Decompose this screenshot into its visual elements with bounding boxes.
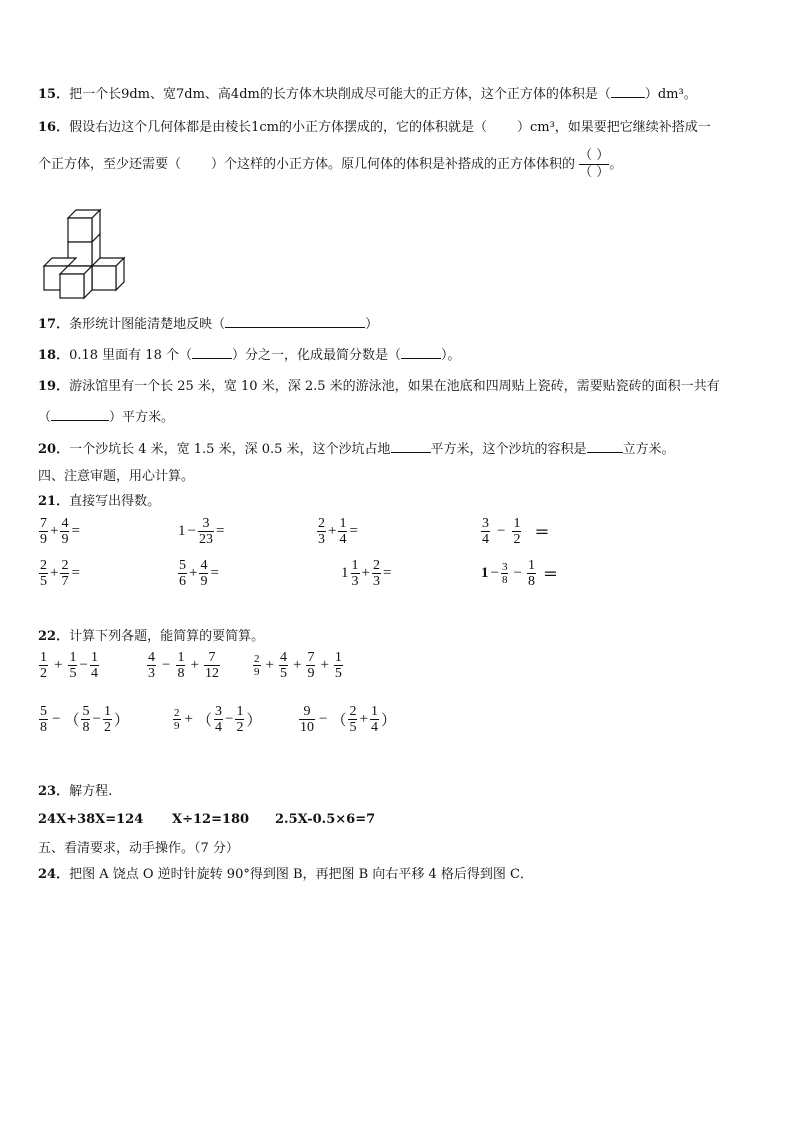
calc-item [38, 558, 81, 589]
equals-sign: = [215, 523, 225, 539]
fraction [501, 561, 509, 586]
calc-item [298, 704, 397, 735]
denominator: 8 [177, 666, 185, 681]
denominator: 6 [179, 574, 186, 589]
operator: + [184, 711, 193, 727]
fraction [214, 704, 223, 735]
fraction [338, 516, 347, 547]
equation-3: 2.5X-0.5×6=7 [275, 812, 376, 827]
calc-item [177, 516, 225, 547]
question-24 [38, 863, 533, 882]
question-number: 21． [38, 494, 70, 509]
question-text: 平方米，这个沙坑的容积是 [430, 442, 587, 457]
denominator: 8 [40, 720, 47, 735]
fraction [351, 558, 360, 589]
operator: + [292, 657, 302, 673]
equals-sign: = [349, 523, 358, 539]
operator: + [50, 523, 59, 539]
denominator: 3 [372, 574, 380, 589]
operator: − [490, 565, 499, 581]
calc-item [340, 558, 392, 589]
section-5-heading: 五、看清要求，动手操作。（7 分） [38, 841, 239, 856]
question-text: 一个沙坑长 4 米，宽 1.5 米，深 0.5 米，这个沙坑占地 [69, 442, 391, 457]
denominator: 2 [103, 720, 111, 735]
denominator: 9 [307, 666, 315, 681]
paren-open: （ [331, 713, 347, 729]
numerator: 1 [69, 650, 77, 665]
denominator: 9 [40, 532, 47, 547]
fraction [198, 516, 214, 547]
question-number: 18． [38, 348, 70, 363]
calc-item [252, 650, 344, 681]
question-22-title [38, 625, 264, 644]
question-text: 解方程. [69, 784, 113, 799]
operator: − [162, 657, 171, 673]
question-text-end: ）。 [441, 348, 461, 363]
operator: + [320, 657, 329, 673]
equals-sign: = [210, 565, 219, 581]
denominator: 2 [40, 666, 47, 681]
whole-number: 1 [481, 565, 489, 581]
fraction [527, 558, 536, 589]
answer-blank[interactable] [51, 420, 109, 421]
fraction [481, 516, 490, 547]
numerator: 4 [200, 558, 208, 573]
answer-blank[interactable] [192, 358, 232, 359]
fraction [204, 650, 220, 681]
denominator: 9 [174, 720, 180, 732]
denominator: 9 [254, 666, 260, 678]
fraction [348, 704, 357, 735]
question-text: 把一个长9dm、宽7dm、高4dm的长方体木块削成尽可能大的正方体，这个正方体的体积是（ [69, 87, 611, 102]
calc-item [146, 650, 221, 681]
denominator: 4 [339, 532, 347, 547]
operator: − [79, 657, 88, 673]
denominator: 3 [351, 574, 359, 589]
calc-item [38, 704, 130, 735]
fraction [173, 707, 181, 732]
paren-open: （ [64, 713, 80, 729]
operator: + [265, 657, 274, 673]
operator: + [361, 565, 370, 581]
operator: − [224, 711, 234, 727]
question-text: 立方米。 [622, 442, 675, 457]
fraction-numerator: （ ） [579, 148, 610, 163]
numerator: 5 [179, 558, 186, 573]
numerator: 2 [318, 516, 325, 531]
question-number: 19． [38, 379, 70, 394]
question-21-title [38, 490, 160, 509]
operator: − [513, 565, 522, 581]
question-number: 23． [38, 784, 70, 799]
answer-blank[interactable] [225, 327, 365, 328]
question-text: 假设右边这个几何体都是由棱长1cm的小正方体摆成的，它的体积就是（ [69, 120, 487, 135]
numerator: 3 [214, 704, 222, 719]
question-text-end: ） [365, 317, 379, 332]
equals-sign: ＝ [534, 525, 550, 541]
numerator: 1 [236, 704, 244, 719]
fraction [317, 516, 326, 547]
numerator: 7 [208, 650, 216, 665]
numerator: 1 [90, 650, 98, 665]
whole-number: 1 [178, 523, 186, 539]
numerator: 1 [370, 704, 378, 719]
fraction [512, 516, 521, 547]
calc-item [480, 516, 550, 547]
question-text: 0.18 里面有 18 个（ [69, 348, 192, 363]
answer-blank[interactable] [391, 452, 431, 453]
numerator: 2 [254, 653, 260, 665]
equals-sign: ＝ [542, 567, 558, 583]
question-18 [38, 344, 461, 363]
question-text: 个正方体，至少还需要（ [38, 157, 182, 172]
denominator: 9 [61, 532, 69, 547]
operator: − [497, 523, 506, 539]
fraction [235, 704, 244, 735]
question-number: 17． [38, 317, 70, 332]
numerator: 9 [303, 704, 311, 719]
equals-sign: = [382, 565, 392, 581]
denominator: 8 [501, 574, 508, 586]
question-text: 把图 A 饶点 O 逆时针旋转 90°得到图 B，再把图 B 向右平移 4 格后得到图 C． [69, 867, 533, 882]
fraction [60, 558, 69, 589]
numerator: 2 [349, 704, 357, 719]
question-number: 16． [38, 120, 70, 135]
operator: + [189, 565, 198, 581]
calc-item [316, 516, 359, 547]
denominator: 3 [318, 532, 325, 547]
operator: + [54, 657, 63, 673]
question-17 [38, 313, 378, 332]
answer-blank[interactable] [611, 97, 645, 98]
operator: − [319, 711, 328, 727]
fraction [370, 704, 379, 735]
numerator: 1 [339, 516, 347, 531]
fraction [103, 704, 112, 735]
denominator: 2 [236, 720, 244, 735]
question-text-end: ）dm³。 [644, 87, 697, 102]
calc-item [177, 558, 220, 589]
numerator: 4 [279, 650, 287, 665]
denominator: 12 [204, 666, 219, 681]
question-15 [38, 83, 697, 102]
whole-number: 1 [341, 565, 349, 581]
equals-sign: = [71, 565, 80, 581]
question-text: 条形统计图能清楚地反映（ [69, 317, 226, 332]
denominator: 10 [300, 720, 314, 735]
denominator: 5 [40, 574, 47, 589]
equals-sign: = [71, 523, 80, 539]
numerator: 1 [351, 558, 359, 573]
numerator: 3 [482, 516, 489, 531]
numerator: 4 [148, 650, 155, 665]
fraction [60, 516, 69, 547]
fraction [299, 704, 315, 735]
numerator: 7 [307, 650, 315, 665]
question-23-title [38, 780, 112, 799]
question-number: 24． [38, 867, 70, 882]
fraction [39, 650, 48, 681]
answer-blank[interactable] [401, 358, 441, 359]
denominator: 2 [513, 532, 521, 547]
fraction [176, 650, 185, 681]
paren-open: （ [196, 713, 212, 729]
numerator: 1 [103, 704, 111, 719]
denominator: 5 [279, 666, 287, 681]
fraction [279, 650, 288, 681]
numerator: 5 [40, 704, 47, 719]
calc-item [480, 558, 559, 589]
numerator: 2 [372, 558, 380, 573]
operator: − [52, 711, 61, 727]
question-text: ）分之一，化成最简分数是（ [231, 348, 401, 363]
question-text: 游泳馆里有一个长 25 米，宽 10 米，深 2.5 米的游泳池，如果在池底和四周贴上瓷砖，需要贴瓷砖的面积一共有 [69, 379, 720, 394]
question-number: 15． [38, 87, 70, 102]
denominator: 5 [349, 720, 357, 735]
fraction [199, 558, 208, 589]
equation-2: X÷12=180 [172, 812, 250, 827]
operator: + [190, 657, 199, 673]
calc-item [38, 650, 100, 681]
fraction [90, 650, 99, 681]
question-20 [38, 438, 675, 457]
fraction [178, 558, 187, 589]
denominator: 4 [370, 720, 378, 735]
question-text-end: ）平方米。 [109, 410, 175, 425]
denominator: 5 [334, 666, 342, 681]
paren-close: ） [246, 713, 262, 729]
numerator: 3 [202, 516, 210, 531]
question-number: 22． [38, 629, 70, 644]
question-text-end: 。 [609, 157, 623, 172]
operator: + [328, 523, 337, 539]
denominator: 8 [527, 574, 535, 589]
numerator: 1 [513, 516, 521, 531]
numerator: 4 [61, 516, 69, 531]
numerator: 1 [527, 558, 535, 573]
numerator: 2 [40, 558, 47, 573]
question-number: 20． [38, 442, 70, 457]
denominator: 4 [214, 720, 222, 735]
operator: + [359, 711, 368, 727]
numerator: 1 [177, 650, 185, 665]
fraction [68, 650, 77, 681]
numerator: 1 [334, 650, 342, 665]
question-text: ）cm³，如果要把它继续补搭成一 [516, 120, 711, 135]
denominator: 9 [200, 574, 208, 589]
question-16-line1 [38, 116, 711, 135]
section-4-heading: 四、注意审题，用心计算。 [38, 469, 195, 484]
numerator: 3 [501, 561, 508, 573]
fraction [39, 704, 48, 735]
operator: + [50, 565, 59, 581]
numerator: 7 [40, 516, 47, 531]
paren-open: （ [38, 410, 52, 425]
fraction [306, 650, 315, 681]
fraction [253, 653, 261, 678]
question-19-line2 [38, 406, 174, 425]
denominator: 4 [482, 532, 489, 547]
denominator: 23 [198, 532, 213, 547]
numerator: 5 [82, 704, 90, 719]
calc-item [38, 516, 81, 547]
numerator: 2 [174, 707, 180, 719]
denominator: 7 [61, 574, 69, 589]
denominator: 3 [148, 666, 155, 681]
denominator: 5 [69, 666, 77, 681]
denominator: 8 [82, 720, 90, 735]
fraction [81, 704, 90, 735]
cube-figure [40, 208, 130, 300]
operator: − [92, 711, 101, 727]
fraction [39, 516, 48, 547]
fraction [372, 558, 381, 589]
question-text: 计算下列各题，能简算的要简算。 [69, 629, 265, 644]
question-19-line1 [38, 375, 720, 394]
answer-fraction[interactable] [579, 148, 609, 181]
question-text: 直接写出得数。 [69, 494, 161, 509]
paren-close: ） [380, 713, 396, 729]
answer-blank[interactable] [587, 452, 623, 453]
numerator: 1 [40, 650, 47, 665]
equation-1: 24X+38X=124 [38, 812, 144, 827]
denominator: 4 [90, 666, 98, 681]
operator: − [187, 523, 196, 539]
fraction [39, 558, 48, 589]
fraction [334, 650, 343, 681]
numerator: 2 [61, 558, 69, 573]
fraction-denominator: （ ） [579, 165, 610, 180]
paren-close: ） [113, 713, 129, 729]
question-text: ）个这样的小正方体。原几何体的体积是补搭成的正方体体积的 [211, 157, 576, 172]
calc-item [172, 704, 262, 735]
question-16-line2 [38, 148, 622, 181]
fraction [147, 650, 156, 681]
